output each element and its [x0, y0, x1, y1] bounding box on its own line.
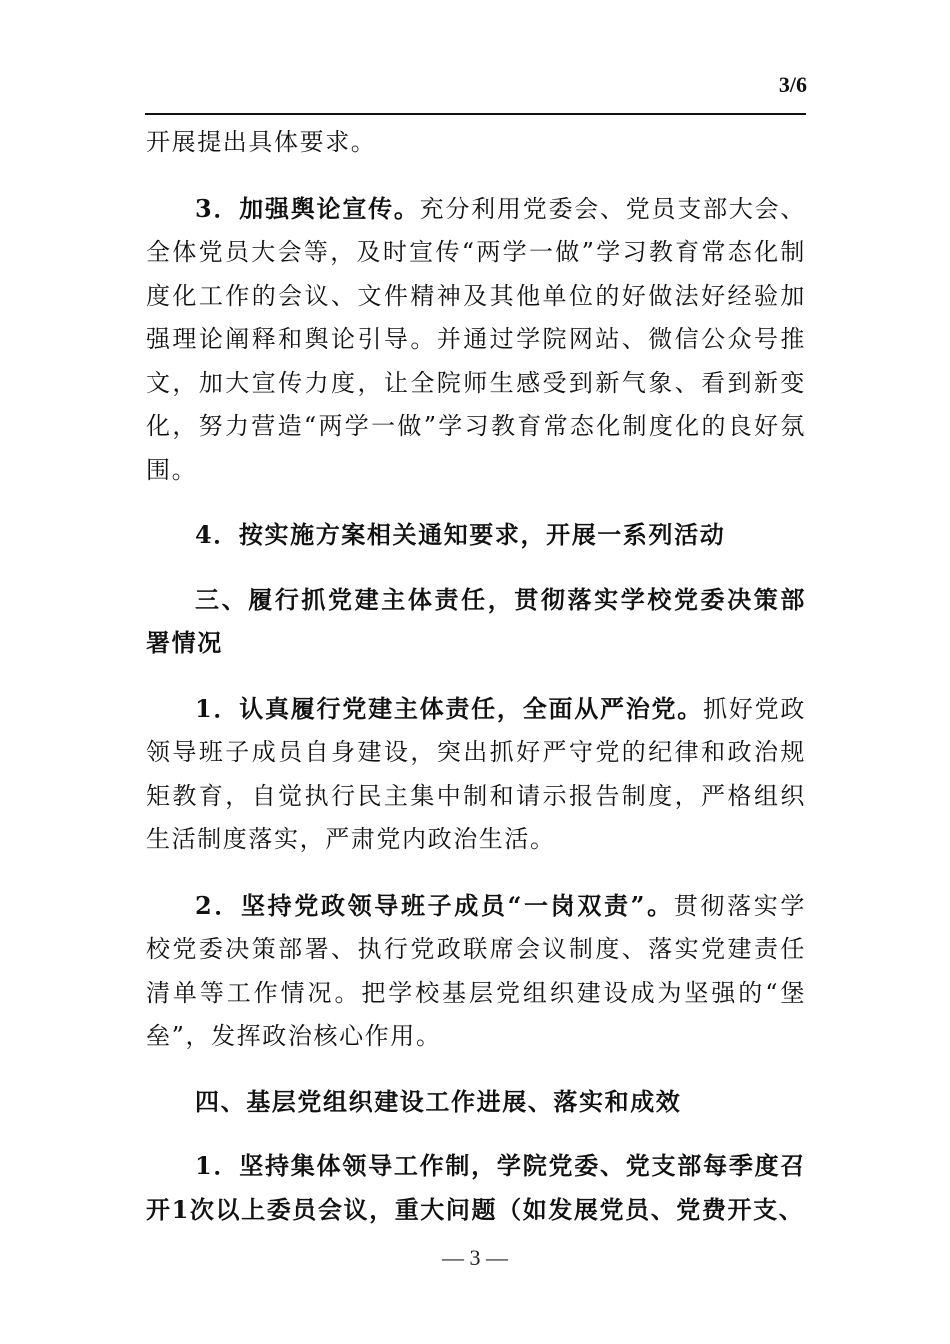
paragraph-lead: 3．加强舆论宣传。	[195, 193, 420, 223]
paragraph-text: 开展提出具体要求。	[146, 128, 377, 156]
page-number-footer: — 3 —	[442, 1245, 508, 1270]
paragraph-text: 抓好党政领导班子成员自身建设，突出抓好严守党的纪律和政治规矩教育，自觉执行民主集中制和请示报告制度，严格组织生活制度落实，严肃党内政治生活。	[146, 694, 807, 853]
paragraph-party-responsibility	[146, 687, 806, 862]
header-rule	[145, 113, 806, 115]
paragraph-text: 贯彻落实学校党委决策部署、执行党政联席会议制度、落实党建责任清单等工作情况。把学校基层党组织建设成为坚强的“堡垒”，发挥政治核心作用。	[146, 891, 806, 1050]
paragraph-continuation	[146, 121, 806, 165]
paragraph-dual-duty	[146, 884, 806, 1059]
paragraph-text: 充分利用党委会、党员支部大会、全体党员大会等，及时宣传“两学一做”学习教育常态化制度化工作的会议、文件精神及其他单位的好做法好经验加强理论阐释和舆论引导。并通过学院网站、微信公众号推文，加大宣传力度，让全院师生感受到新气象、看到新变化，努力营造“两学一做”学习教育常态化制度化的良好氛围。	[146, 194, 806, 484]
paragraph-publicity	[146, 187, 806, 493]
section-heading-four: 四、基层党组织建设工作进展、落实和成效	[195, 1086, 682, 1116]
section-heading-three: 三、履行抓党建主体责任，贯彻落实学校党委决策部署情况	[146, 584, 806, 657]
item-heading-activities: 4．按实施方案相关通知要求，开展一系列活动	[195, 520, 726, 549]
page-indicator: 3/6	[778, 72, 807, 97]
paragraph-lead: 1．认真履行党建主体责任，全面从严治党。	[195, 693, 704, 723]
document-body	[146, 121, 806, 1231]
item-heading-collective-leadership: 1．坚持集体领导工作制，学院党委、党支部每季度召开1次以上委员会议，重大问题（如发展党员、党费开支、	[146, 1151, 806, 1224]
paragraph-lead: 2．坚持党政领导班子成员“一岗双责”。	[195, 890, 674, 920]
